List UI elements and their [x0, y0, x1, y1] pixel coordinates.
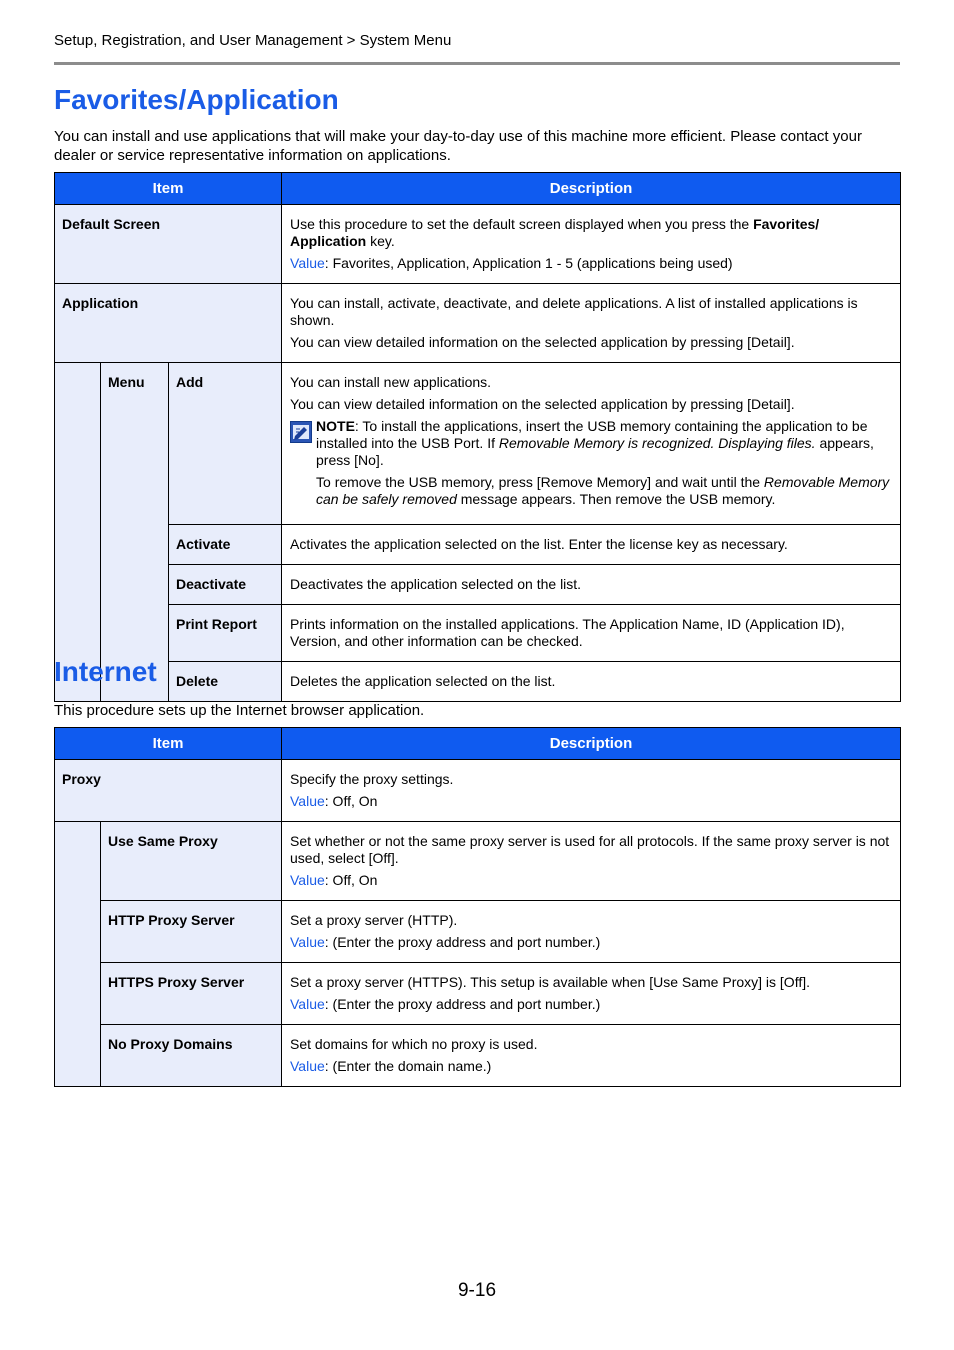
row-desc-https-proxy [282, 963, 901, 1025]
value-text: : (Enter the proxy address and port number.) [324, 934, 601, 950]
desc-text: Set a proxy server (HTTPS). This setup is available when [Use Same Proxy] is [Off]. [290, 974, 811, 990]
table-row [55, 525, 901, 565]
note-text: To remove the USB memory, press [Remove Memory] and wait until the [316, 474, 764, 490]
desc-text: Set domains for which no proxy is used. [290, 1036, 538, 1052]
row-label-add: Add [169, 363, 282, 525]
value-label: Value [290, 1058, 325, 1074]
value-text: : Off, On [324, 793, 378, 809]
value-text: : (Enter the domain name.) [324, 1058, 492, 1074]
row-label-use-same-proxy: Use Same Proxy [101, 822, 282, 901]
desc-text: Prints information on the installed applications. The Application Name, ID (Application ID), Version, and other information can be checked. [290, 616, 845, 649]
note-block [290, 418, 892, 513]
value-text: : (Enter the proxy address and port number.) [324, 996, 601, 1012]
desc-text: Specify the proxy settings. [290, 771, 454, 787]
row-desc-deactivate [282, 565, 901, 605]
desc-text: Deletes the application selected on the list. [290, 673, 556, 689]
section-intro-favorites: You can install and use applications that will make your day-to-day use of this machine more efficient. Please contact your dealer or service representative information on applications. [54, 128, 862, 164]
table-row [55, 565, 901, 605]
row-desc-add [282, 363, 901, 525]
value-label: Value [290, 934, 325, 950]
header-item: Item [55, 728, 282, 760]
desc-text: Set a proxy server (HTTP). [290, 912, 458, 928]
row-desc-http-proxy [282, 901, 901, 963]
table-header-row [55, 173, 901, 205]
row-desc-print-report [282, 605, 901, 662]
row-desc-application [282, 284, 901, 363]
header-item: Item [55, 173, 282, 205]
header-divider [54, 62, 900, 65]
header-description: Description [282, 173, 901, 205]
row-label-http-proxy: HTTP Proxy Server [101, 901, 282, 963]
row-label-proxy: Proxy [55, 760, 282, 822]
value-label: Value [290, 872, 325, 888]
key-name: Favorites/ Application [290, 216, 820, 249]
value-label: Value [290, 793, 325, 809]
note-italic: Removable Memory is recognized. Displaying files. [498, 435, 816, 451]
page-number: 9-16 [457, 1280, 497, 1301]
table-row [55, 284, 901, 363]
internet-table [54, 727, 901, 1087]
table-row [55, 760, 901, 822]
indent-cell [55, 363, 101, 702]
table-row [55, 662, 901, 702]
desc-text: Use this procedure to set the default screen displayed when you press the [290, 216, 754, 232]
row-desc-use-same-proxy [282, 822, 901, 901]
table-row [55, 901, 901, 963]
desc-text: Activates the application selected on the list. Enter the license key as necessary. [290, 536, 788, 552]
table-row [55, 205, 901, 284]
row-label-deactivate: Deactivate [169, 565, 282, 605]
value-text: : Off, On [324, 872, 378, 888]
favorites-table [54, 172, 901, 702]
row-desc-activate [282, 525, 901, 565]
desc-text: You can view detailed information on the selected application by pressing [Detail]. [290, 334, 795, 350]
section-title-favorites: Favorites/Application [54, 84, 339, 115]
row-desc-no-proxy [282, 1025, 901, 1087]
desc-text: Deactivates the application selected on the list. [290, 576, 582, 592]
row-label-menu: Menu [101, 363, 169, 702]
row-label-application: Application [55, 284, 282, 363]
indent-cell [55, 822, 101, 1087]
row-label-default-screen: Default Screen [55, 205, 282, 284]
table-row [55, 605, 901, 662]
row-desc-delete [282, 662, 901, 702]
note-text: : To install the applications, insert the USB memory containing the application to be installed into the USB Port. If [316, 418, 868, 451]
row-label-https-proxy: HTTPS Proxy Server [101, 963, 282, 1025]
header-description: Description [282, 728, 901, 760]
row-label-activate: Activate [169, 525, 282, 565]
row-label-no-proxy: No Proxy Domains [101, 1025, 282, 1087]
row-label-print-report: Print Report [169, 605, 282, 662]
desc-text: You can install, activate, deactivate, and delete applications. A list of installed applications is shown. [290, 295, 858, 328]
note-text: message appears. Then remove the USB memory. [456, 491, 776, 507]
section-title-internet: Internet [54, 656, 157, 687]
value-label: Value [290, 996, 325, 1012]
table-row [55, 822, 901, 901]
desc-text: key. [366, 233, 395, 249]
table-row [55, 363, 901, 525]
section-intro-internet: This procedure sets up the Internet browser application. [54, 702, 425, 719]
table-header-row [55, 728, 901, 760]
note-text: appears, press [No]. [316, 435, 874, 468]
value-label: Value [290, 255, 325, 271]
note-icon [290, 421, 312, 443]
value-text: : Favorites, Application, Application 1 - 5 (applications being used) [324, 255, 733, 271]
note-label: NOTE [316, 418, 355, 434]
row-label-delete: Delete [169, 662, 282, 702]
desc-text: Set whether or not the same proxy server is used for all protocols. If the same proxy server is not used, select [Off]. [290, 833, 890, 866]
breadcrumb: Setup, Registration, and User Management > System Menu [54, 32, 452, 49]
desc-text: You can install new applications. [290, 374, 492, 390]
row-desc-proxy [282, 760, 901, 822]
note-italic: Removable Memory can be safely removed [316, 474, 890, 507]
table-row [55, 1025, 901, 1087]
table-row [55, 963, 901, 1025]
desc-text: You can view detailed information on the selected application by pressing [Detail]. [290, 396, 795, 412]
row-desc-default-screen [282, 205, 901, 284]
